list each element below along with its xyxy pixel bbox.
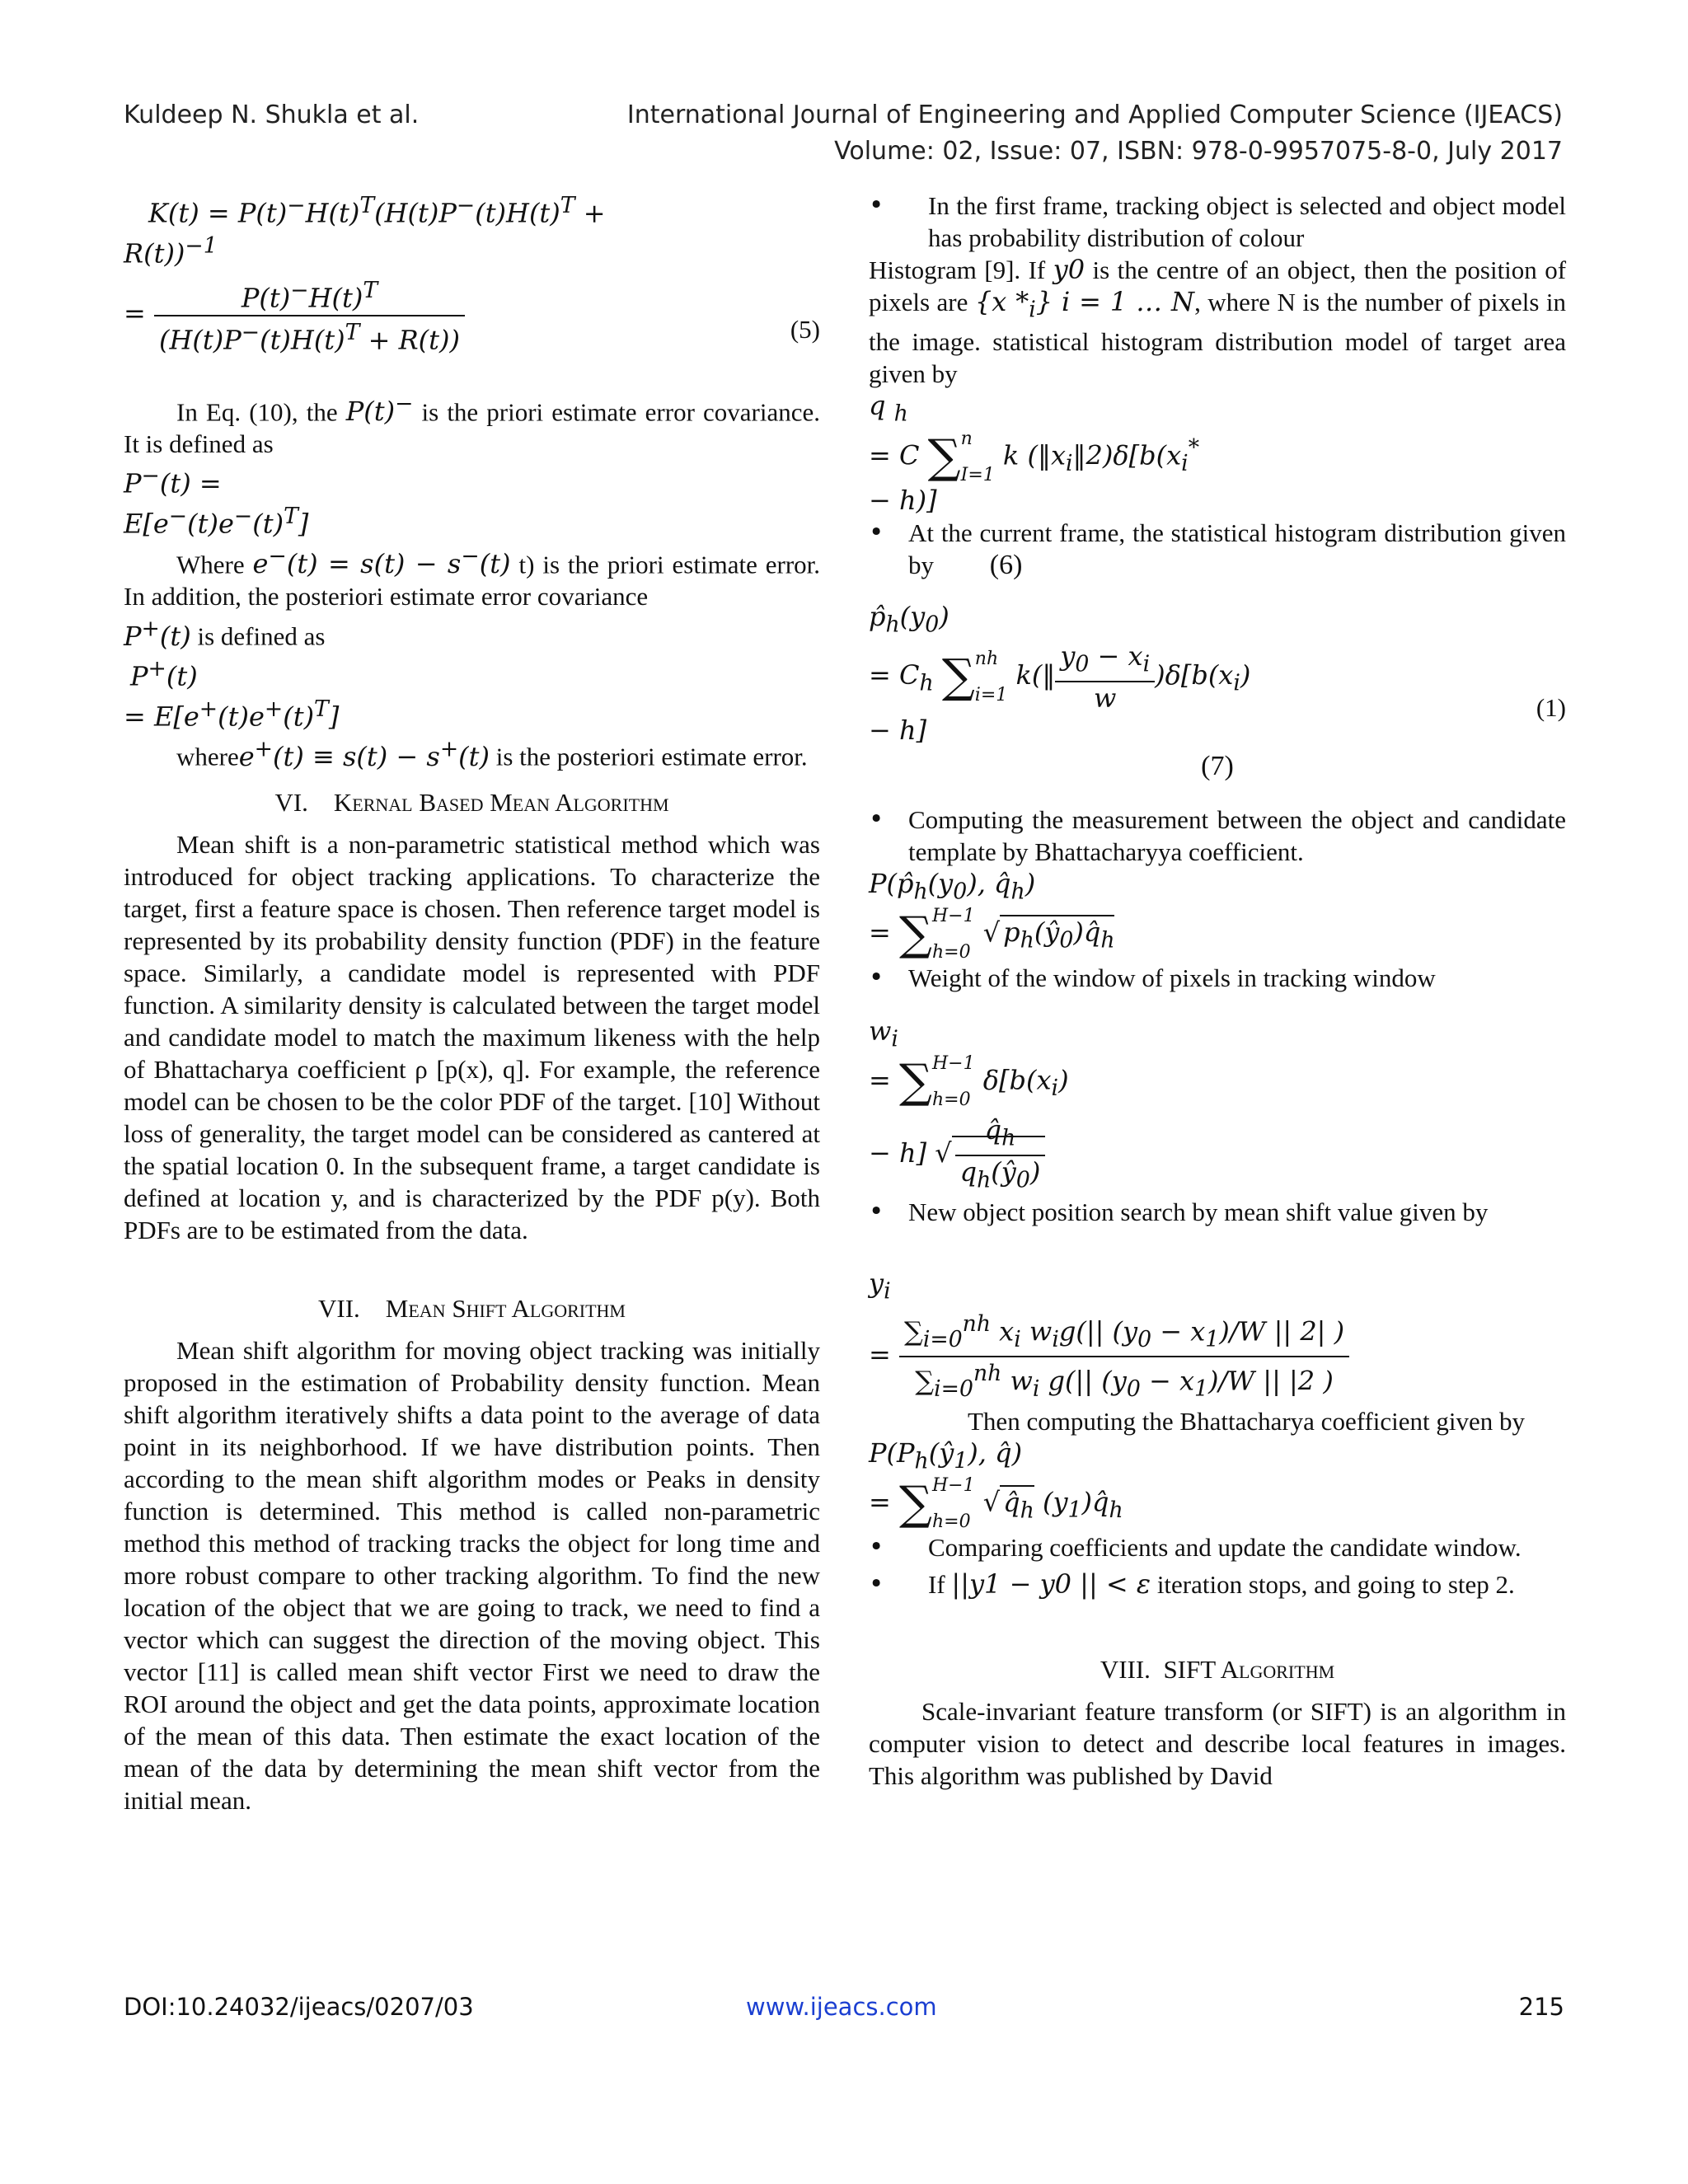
header-volume: Volume: 02, Issue: 07, ISBN: 978-0-9957075-8-0, July 2017 xyxy=(834,137,1563,166)
bullet-item: • Comparing coefficients and update the candidate window. xyxy=(869,1531,1566,1563)
equation-number: (7) xyxy=(1201,750,1234,781)
section-heading-8: VIII. SIFT Algorithm xyxy=(1100,1655,1335,1684)
paragraph: Then computing the Bhattacharya coefficient given by xyxy=(968,1406,1526,1436)
equation-histogram-model: q $_h$ = C ∑n I=1 k $(‖x_i‖2)\delta[b(x_i^*$ − h)] xyxy=(869,390,1200,516)
equation: = $E[e^+(t)e^+(t)^T]$ xyxy=(124,696,340,733)
equation-mean-shift: $y_i$ = $\frac{\sum_{i=0}^{nh} x_i w_ig(|| (y_0 - x_1)/W || 2| )}{\sum_{i=0}^{nh} w_i g(|| (y_0 - x_1)/W || |2 )}$ xyxy=(869,1268,1566,1404)
bullet-item: • At the current frame, the statistical histogram distribution given by (6) xyxy=(869,517,1566,581)
section-heading-7: VII. Mean Shift Algorithm xyxy=(318,1293,626,1323)
section-8-body: Scale-invariant feature transform (or SIFT) is an algorithm in computer vision to detect and describe local features in images. This algorithm was published by David xyxy=(869,1697,1566,1790)
equation: P−(t) = xyxy=(124,463,222,499)
paragraph: In Eq. (10), the P(t)− is the priori estimate error covariance. It is defined as xyxy=(124,391,820,459)
paragraph: P+(t) is defined as xyxy=(124,616,326,652)
equation: $E[e^-(t)e^-(t)^T]$ xyxy=(124,503,309,540)
bullet-item: • Weight of the window of pixels in tracking window xyxy=(869,962,1566,994)
left-column xyxy=(124,190,820,1816)
bullet-item: • If ||y1 − y0 || < ε iteration stops, and going to step 2. xyxy=(869,1568,1566,1601)
paragraph: Where e−(t) = s(t) − s−(t) t) is the priori estimate error. In addition, the posteriori estimate error covariance xyxy=(124,543,821,612)
bullet-item: • In the first frame, tracking object is selected and object model has probability distribution of colour xyxy=(869,190,1566,254)
footer-page-number: 215 xyxy=(1518,1993,1564,2021)
equation-bhattacharyya: $P(p̂_h(y_0)$, $q̂_h$) = ∑H−1 h=0 √ $p_h(ŷ_0)q̂_h$ xyxy=(869,867,1115,963)
bullet-item: • New object position search by mean shift value given by xyxy=(869,1196,1566,1228)
header-journal: International Journal of Engineering and Applied Computer Science (IJEACS) xyxy=(626,101,1563,129)
equation-number: (1) xyxy=(1536,692,1566,722)
bullet-item: • Computing the measurement between the object and candidate template by Bhattacharyya coefficient. xyxy=(869,804,1566,868)
paragraph: wheree+(t) ≡ s(t) − s+(t) is the posteriori estimate error. xyxy=(176,736,808,772)
section-6-body: Mean shift is a non-parametric statistical method which was introduced for object tracking applications. To characterize the target, first a feature space is chosen. Then reference target model is represented by its probability density function (PDF) in the feature space. Similarly, a candidate model is represented with PDF function. A similarity density is calculated between the target model and candidate model to match the maximum likeness with the help of Bhattacharya coefficient ρ [p(x), q]. For example, the reference model can be chosen to be the color PDF of the target. [10] Without loss of generality, the target model can be considered as cantered at the spatial location 0. In the subsequent frame, a target candidate is defined at location y, and is characterized by the PDF p(y). Both PDFs are to be estimated from the data. xyxy=(124,829,820,1244)
paragraph: Histogram [9]. If y0 is the centre of an object, then the position of pixels are {x $*_i$} i = 1 … N, where N is the number of pixels in the image. statistical histogram distribution model of target area given by xyxy=(869,254,1567,389)
equation-candidate-model: $p̂_h(y_0)$ = $C_h$ ∑nh i=1 k(‖ $\frac{y_0 - x_i}{w}$ )$\delta[b(x_i)$ − h] (1) (7) xyxy=(869,600,1566,781)
footer-website-link[interactable]: www.ijeacs.com xyxy=(746,1993,937,2021)
right-column xyxy=(869,190,1566,1792)
section-7-body: Mean shift algorithm for moving object tracking was initially proposed in the estimation of Probability density function. Mean shift algorithm iteratively shifts a data point to the average of data point in its neighborhood. If we have distribution points. Then according to the mean shift algorithm modes or Peaks in density function is determined. This method is called non-parametric method this method of tracking tracks the object for long time and more robust compare to other tracking algorithm. To find the new location of the object that we are going to track, we need to find a vector which can suggest the direction of the moving object. This vector [11] is called mean shift vector First we need to draw the ROI around the object and get the data points, approximate location of the mean of this data. Then estimate the exact location of the mean of the data by determining the mean shift vector from the initial mean. xyxy=(124,1335,820,1815)
section-heading-6: VI. Kernal Based Mean Algorithm xyxy=(274,787,669,817)
equation-5: $K(t) = P(t)^-H(t)^T(H(t)P^-(t)H(t)^T$ + R(t))$^{-1}$ = $\frac{P(t)^-H(t)^T}{(H(t)P^-(t)H(t)^T + R(t))}$ (5) xyxy=(124,193,820,356)
equation-number: (5) xyxy=(790,315,820,344)
equation-coefficient-update: $P(P_h(ŷ_1)$, q̂) = ∑H−1 h=0 √ $q̂_h$ $(y_1)q̂_h$ xyxy=(869,1436,1123,1532)
footer-doi: DOI:10.24032/ijeacs/0207/03 xyxy=(124,1993,474,2021)
equation: P+(t) xyxy=(130,655,198,692)
equation-number: (6) xyxy=(989,549,1023,580)
equation-weight: $w_i$ = ∑H−1 h=0 $\delta[b(x_i)$ − h] √ $\frac{q̂_h}{q_h(ŷ_0)}$ xyxy=(869,1015,1069,1193)
header-authors: Kuldeep N. Shukla et al. xyxy=(124,101,420,129)
